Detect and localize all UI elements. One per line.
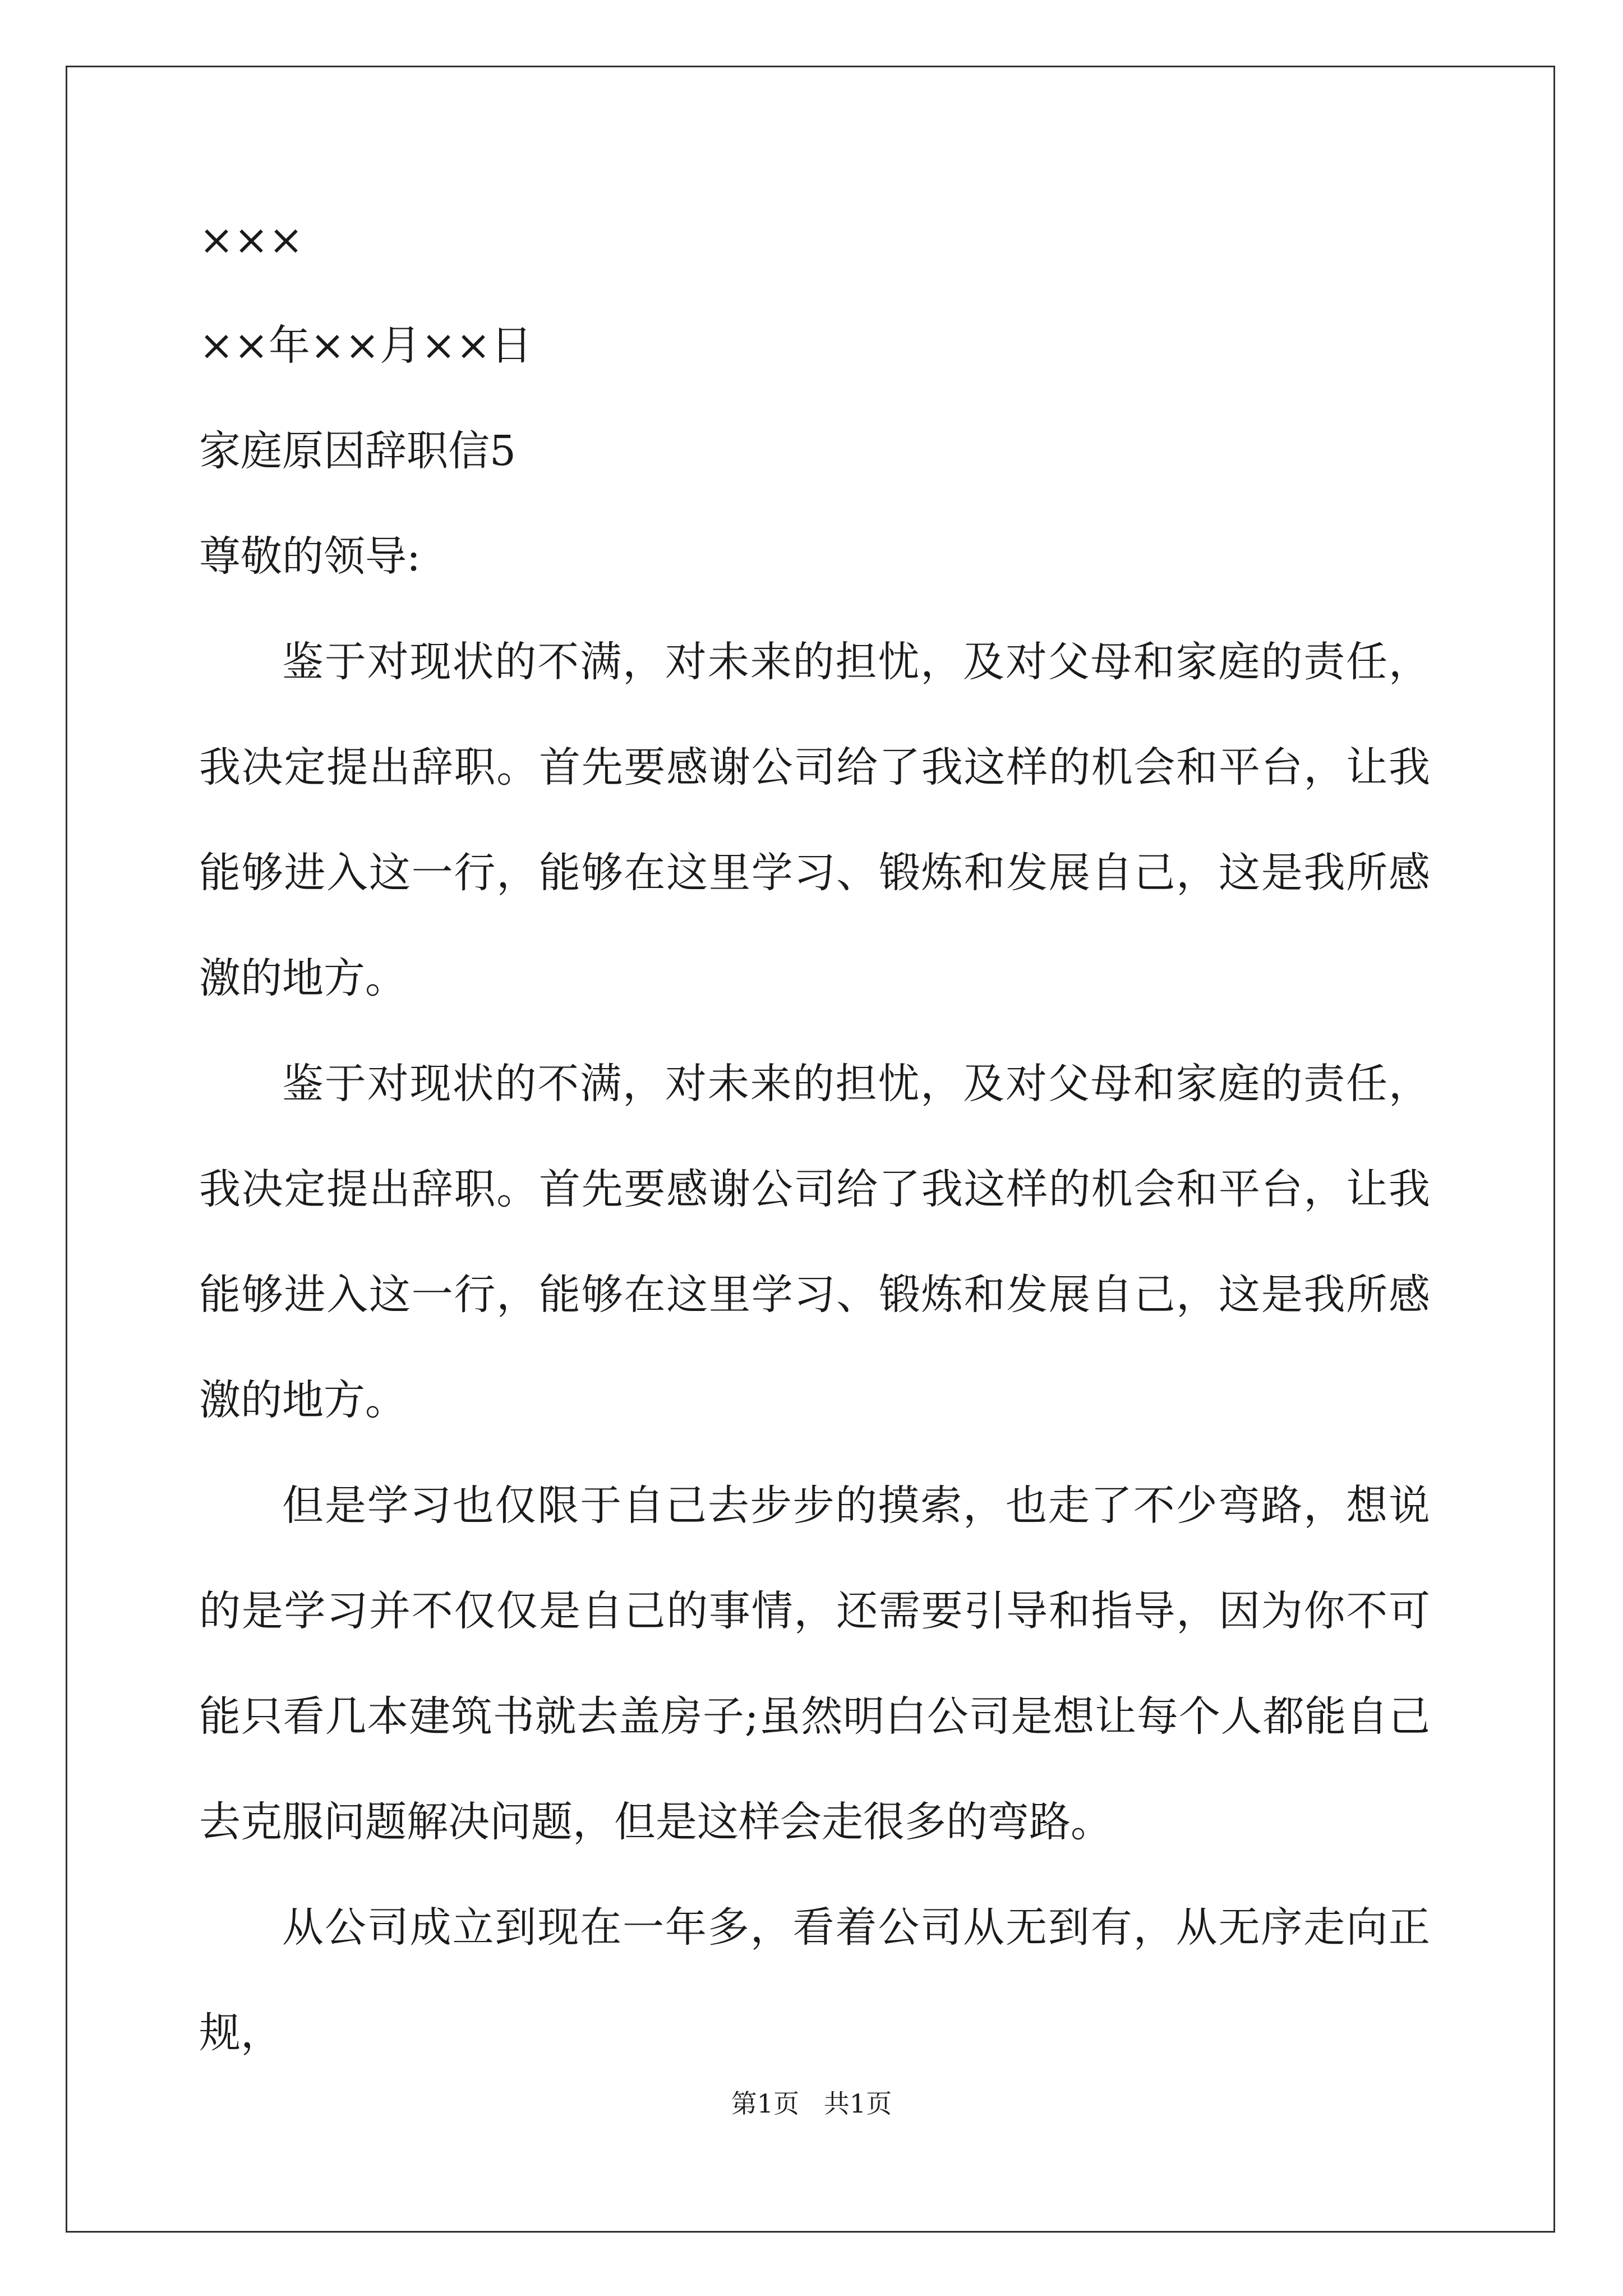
document-body: [199, 212, 1430, 2110]
body-paragraph-1: 鉴于对现状的不满，对未来的担忧，及对父母和家庭的责任，我决定提出辞职。首先要感谢公司给了我这样的机会和平台，让我能够进入这一行，能够在这里学习、锻炼和发展自己，这是我所感激的地方。: [199, 638, 1430, 1002]
salutation: 尊敬的领导:: [199, 532, 421, 581]
body-paragraph-2: 鉴于对现状的不满，对未来的担忧，及对父母和家庭的责任，我决定提出辞职。首先要感谢公司给了我这样的机会和平台，让我能够进入这一行，能够在这里学习、锻炼和发展自己，这是我所感激的地方。: [199, 1060, 1430, 1424]
letter-title: 家庭原因辞职信5: [199, 427, 517, 475]
body-paragraph-4: 从公司成立到现在一年多，看着公司从无到有，从无序走向正规，: [199, 1903, 1430, 2057]
signature-date: ××年××月××日: [199, 321, 533, 370]
page-number-footer: 第1页 共1页: [731, 2088, 892, 2119]
body-paragraph-3: 但是学习也仅限于自己去步步的摸索，也走了不少弯路，想说的是学习并不仅仅是自己的事情，还需要引导和指导，因为你不可能只看几本建筑书就去盖房子;虽然明白公司是想让每个人都能自己去克服问题解决问题，但是这样会走很多的弯路。: [199, 1481, 1430, 1846]
signature-name: ×××: [199, 216, 304, 264]
